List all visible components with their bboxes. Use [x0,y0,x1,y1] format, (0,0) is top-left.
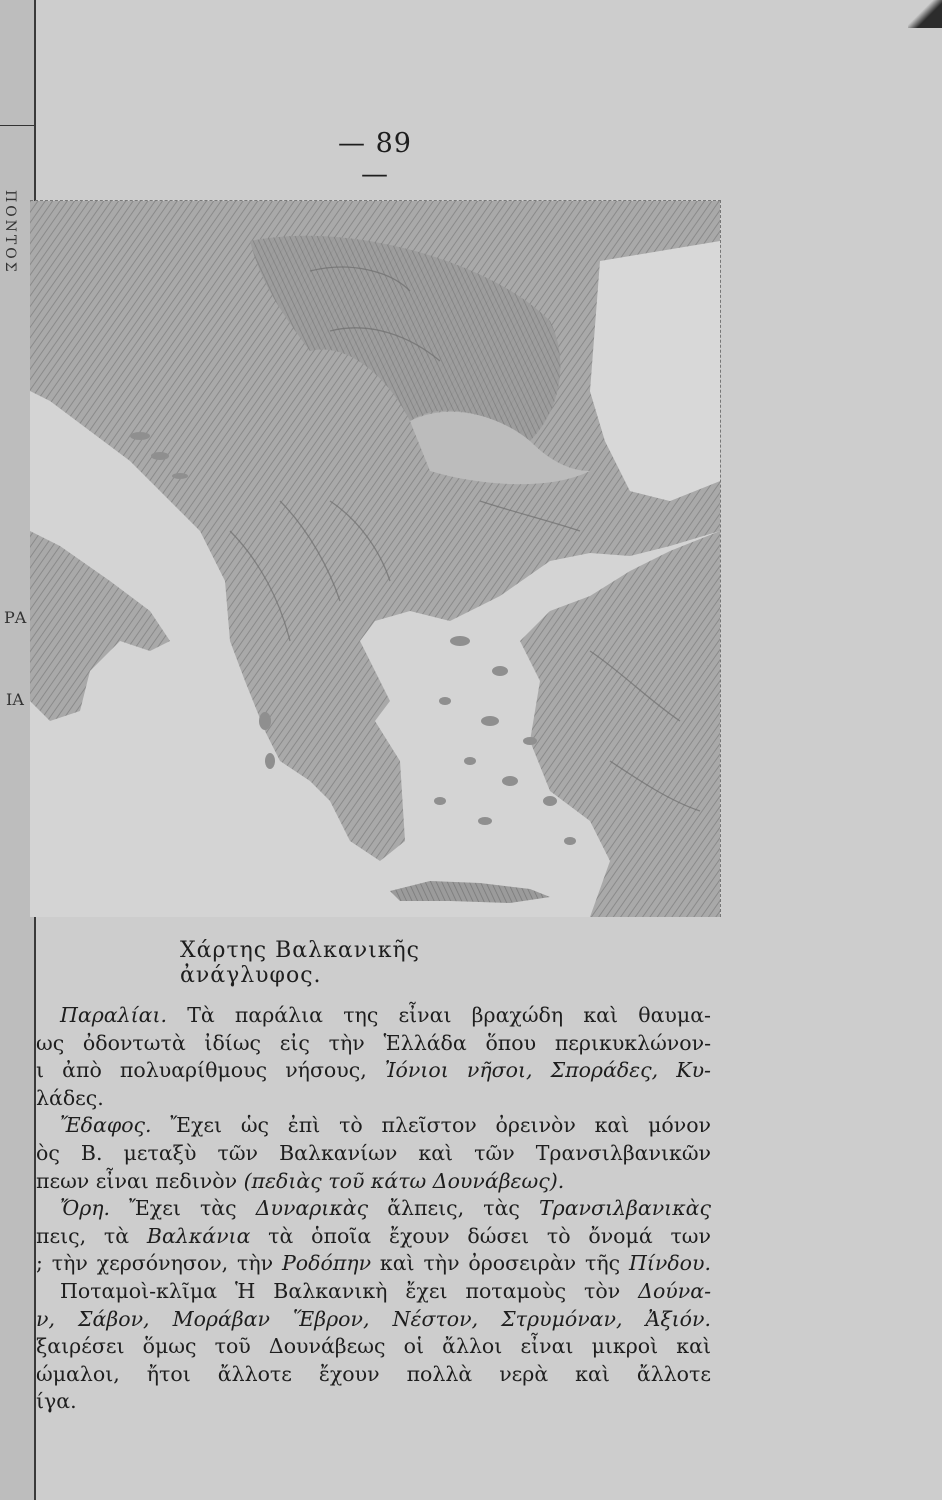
map-illustration [30,201,720,917]
section-heading: Ὄρη. [60,1196,111,1221]
text-line [36,1250,711,1278]
text-line [36,1112,711,1140]
section-heading: Ἔδαφος. [60,1113,152,1138]
text-run: Ἰόνιοι νῆσοι, Σποράδες, Κυ- [384,1058,711,1083]
text-line: ως ὀδοντωτὰ ἰδίως εἰς τὴν Ἑλλάδα ὅπου περικυκλώνον- [36,1030,711,1055]
text-line: ξαιρέσει ὅμως τοῦ Δουνάβεως οἱ ἄλλοι εἶναι μικροὶ καὶ [36,1334,711,1359]
text-run: Ἔχει ὡς ἐπὶ τὸ πλεῖστον ὀρεινὸν καὶ μόνον [151,1113,711,1138]
page-number: — 89 — [338,128,412,190]
page-corner-shadow [908,0,942,28]
text-run: Δούνα- [638,1278,711,1303]
section-heading: Ποταμοὶ-κλῖμα [60,1278,218,1303]
facing-page-fragment: ΙΑ [6,690,24,709]
divider [0,125,34,126]
text-line [36,1278,711,1306]
text-run: Ἡ Βαλκανικὴ ἔχει ποταμοὺς τὸν [217,1278,639,1303]
body-text [36,1002,711,1416]
text-run: πεων εἶναι πεδινὸν [36,1168,244,1193]
text-line: ίγα. [36,1389,77,1414]
text-run: πεις, τὰ [36,1223,147,1248]
facing-page-fragment: ΡΑ [4,608,27,627]
text-line [36,1002,711,1030]
text-line: λάδες. [36,1085,104,1110]
text-run: τὰ ὁποῖα ἔχουν δώσει τὸ ὄνομά των [250,1223,711,1248]
text-line [36,1223,711,1251]
text-line [36,1168,711,1196]
text-run: Δυναρικὰς [255,1196,369,1221]
text-run: Ἔχει τὰς [110,1196,256,1221]
text-run: Ροδόπην [282,1251,372,1276]
section-heading: Παραλίαι. [60,1003,168,1027]
map-caption: Χάρτης Βαλκανικῆς ἀνάγλυφος. [180,938,420,988]
text-line [36,1057,711,1085]
text-run: καὶ τὴν ὀροσειρὰν τῆς [371,1251,629,1276]
text-run: ι ἀπὸ πολυαρίθμους νήσους, [36,1058,385,1083]
text-run: Πίνδου. [628,1251,711,1276]
text-run: (πεδιὰς τοῦ κάτω Δουνάβεως). [243,1168,565,1193]
text-line [36,1195,711,1223]
text-line: ν, Σάβον, Μοράβαν Ἕβρον, Νέστον, Στρυμόναν, Ἀξιόν. [36,1306,711,1331]
text-run: Τρανσιλβανικὰς [538,1196,711,1221]
text-run: Τὰ παράλια της εἶναι βραχώδη καὶ θαυμα- [167,1003,711,1027]
facing-page-label: ΠΟΝΤΟΣ [2,190,18,275]
text-line: ώμαλοι, ἤτοι ἄλλοτε ἔχουν πολλὰ νερὰ καὶ ἄλλοτε [36,1361,711,1386]
relief-map [30,200,721,917]
text-run: ; τὴν χερσόνησον, τὴν [36,1251,282,1276]
text-run: Βαλκάνια [146,1223,251,1248]
text-run: ἄλπεις, τὰς [368,1196,539,1221]
text-line: ὸς Β. μεταξὺ τῶν Βαλκανίων καὶ τῶν Τρανσιλβανικῶν [36,1140,711,1165]
